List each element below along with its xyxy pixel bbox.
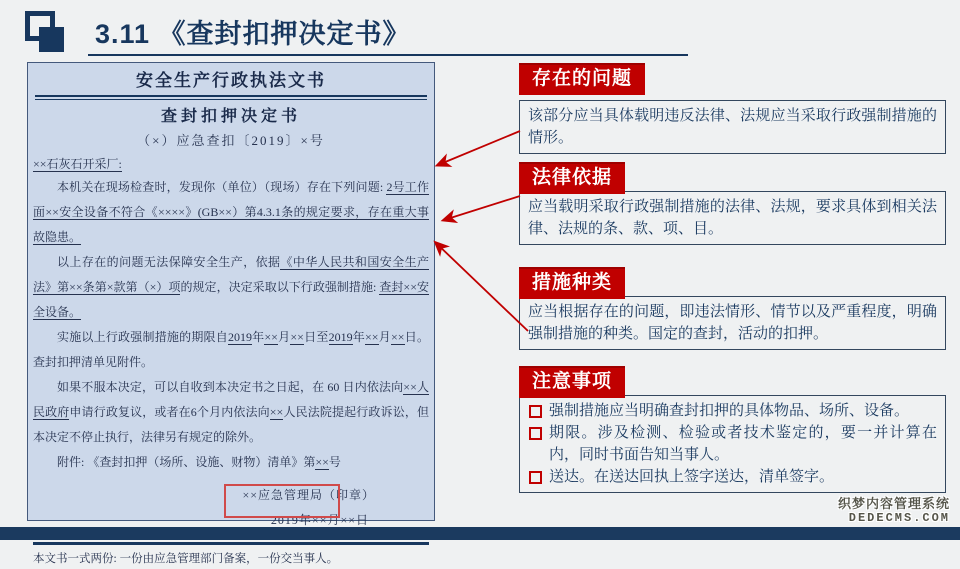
arrow-to-measure-types — [436, 243, 528, 331]
document-title: 查封扣押决定书 — [160, 108, 301, 125]
annotation-panel-measure-types — [519, 267, 946, 350]
note-bullet-row — [528, 466, 937, 488]
watermark — [838, 497, 950, 525]
note-bullet-row — [528, 422, 937, 466]
document-paragraph-problems: 本机关在现场检查时，发现你（单位）（现场）存在下列问题: 2号工作面××安全设备不符合《××××》(GB××）第4.3.1条的规定要求，存在重大事故隐患。 — [33, 180, 429, 244]
document-footer-note: 本文书一式两份: 一份由应急管理部门备案，一份交当事人。 — [33, 553, 339, 565]
annotation-badge-measure-types: 措施种类 — [519, 267, 625, 299]
red-square-bullet-icon — [529, 471, 542, 484]
document-date: 2019年××月××日 — [270, 513, 369, 527]
annotation-body-problems: 该部分应当具体载明违反法律、法规应当采取行政强制措施的情形。 — [519, 100, 946, 154]
letterhead-rule — [35, 95, 427, 100]
title-underline-rule — [88, 54, 688, 56]
annotation-badge-notes: 注意事项 — [519, 366, 625, 398]
annotation-body-notes — [519, 395, 946, 493]
annotation-body-measure-types: 应当根据存在的问题，即违法情形、情节以及严重程度，明确强制措施的种类。国定的查封，活动的扣押。 — [519, 296, 946, 350]
annotation-panel-notes — [519, 366, 946, 493]
watermark-line1: 织梦内容管理系统 — [837, 496, 950, 511]
slide-marker-icon-solid — [39, 27, 64, 52]
arrow-to-legal-basis — [444, 196, 520, 220]
note-bullet-text: 强制措施应当明确查封扣押的具体物品、场所、设备。 — [549, 402, 910, 419]
watermark-line2: DEDECMS.COM — [848, 511, 950, 525]
annotation-body-legal-basis: 应当载明采取行政强制措施的法律、法规，要求具体到相关法律、法规的条、款、项、目。 — [519, 191, 946, 245]
note-bullet-text: 期限。涉及检测、检验或者技术鉴定的，要一并计算在内，同时书面告知当事人。 — [549, 424, 937, 463]
note-bullet-text: 送达。在送达回执上签字送达，清单签字。 — [549, 468, 835, 485]
annotation-panel-problems — [519, 63, 946, 154]
document-panel — [27, 62, 435, 565]
document-paragraph-term: 实施以上行政强制措施的期限自2019年××月××日至2019年××月××日。查封扣押清单见附件。 — [33, 330, 429, 369]
document-signature: ××应急管理局（印章） — [242, 488, 375, 502]
footer-rule — [33, 542, 429, 545]
red-square-bullet-icon — [529, 405, 542, 418]
arrow-to-problems — [438, 131, 520, 165]
document-paragraph-legal-basis: 以上存在的问题无法保障安全生产，依据《中华人民共和国安全生产法》第××条第×款第（×）项的规定，决定采取以下行政强制措施: 查封××安全设备。 — [33, 255, 429, 319]
page-title: 3.11 《查封扣押决定书》 — [95, 19, 411, 49]
note-bullet-row — [528, 400, 937, 422]
annotation-panel-legal-basis — [519, 162, 946, 245]
document-paragraph-appeal: 如果不服本决定，可以自收到本决定书之日起，在 60 日内依法向××人民政府申请行政复议，或者在6个月内依法向××人民法院提起行政诉讼，但本决定不停止执行，法律另有规定的除外。 — [33, 380, 429, 444]
document-number: （×）应急查扣〔2019〕×号 — [137, 133, 325, 148]
red-square-bullet-icon — [529, 427, 542, 440]
document-attachment-line: 附件: 《查封扣押（场所、设施、财物）清单》第××号 — [57, 455, 341, 469]
bottom-bar — [0, 527, 960, 540]
annotation-badge-problems: 存在的问题 — [519, 63, 645, 95]
red-highlight-box — [224, 484, 340, 518]
document-addressee: ××石灰石开采厂: — [33, 157, 122, 171]
document-letterhead: 安全生产行政执法文书 — [136, 71, 326, 90]
annotation-badge-legal-basis: 法律依据 — [519, 162, 625, 194]
